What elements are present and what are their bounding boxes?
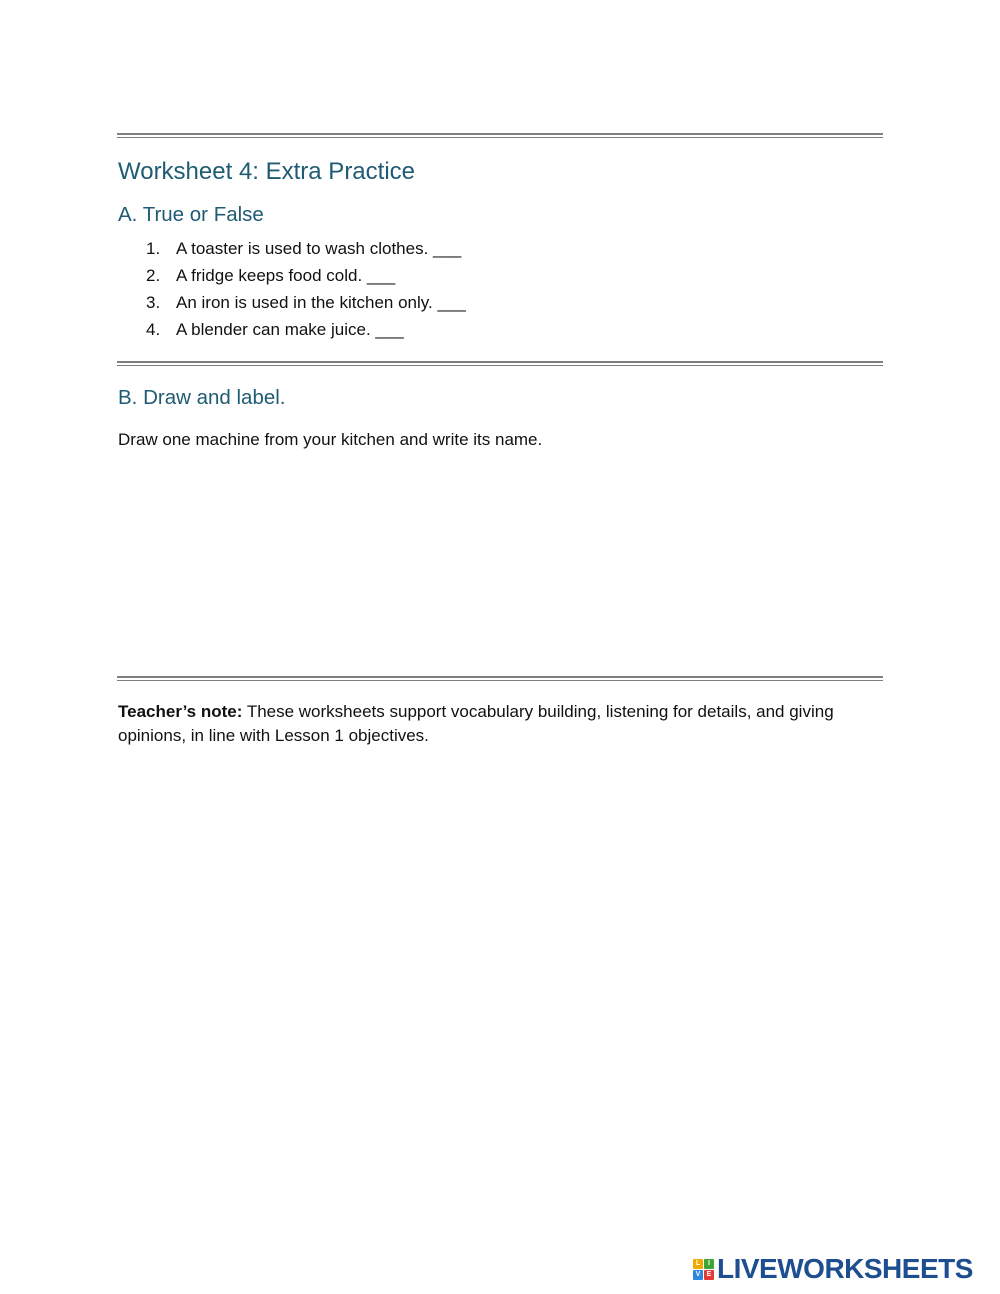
drawing-area[interactable] (117, 460, 883, 670)
logo-block: L (693, 1259, 703, 1269)
section-a-heading: A. True or False (118, 203, 264, 226)
list-item (118, 291, 466, 318)
list-item (118, 237, 466, 264)
logo-blocks-icon (693, 1259, 714, 1280)
logo-block: V (693, 1270, 703, 1280)
teacher-note-label: Teacher’s note: (118, 702, 243, 721)
section-divider-top (117, 133, 883, 138)
section-b-instruction: Draw one machine from your kitchen and write its name. (118, 430, 543, 449)
logo-block: E (704, 1270, 714, 1280)
item-number: 1. (146, 239, 161, 258)
liveworksheets-logo (693, 1254, 973, 1284)
section-divider-bottom (117, 676, 883, 681)
section-b-heading: B. Draw and label. (118, 386, 286, 409)
teacher-note-text: These worksheets support vocabulary building, listening for details, and giving opinions, in line with Lesson 1 objectives. (118, 702, 834, 745)
item-text: An iron is used in the kitchen only. ___ (176, 293, 466, 312)
list-item (118, 264, 466, 291)
teacher-note (118, 700, 888, 748)
item-text: A toaster is used to wash clothes. ___ (176, 239, 462, 258)
logo-block: I (704, 1259, 714, 1269)
item-number: 4. (146, 320, 161, 339)
item-number: 3. (146, 293, 161, 312)
true-false-list (118, 237, 466, 345)
worksheet-title: Worksheet 4: Extra Practice (118, 158, 415, 185)
list-item (118, 318, 466, 345)
item-text: A fridge keeps food cold. ___ (176, 266, 396, 285)
section-divider-middle (117, 361, 883, 366)
item-text: A blender can make juice. ___ (176, 320, 404, 339)
item-number: 2. (146, 266, 161, 285)
logo-text: LIVEWORKSHEETS (717, 1253, 973, 1284)
